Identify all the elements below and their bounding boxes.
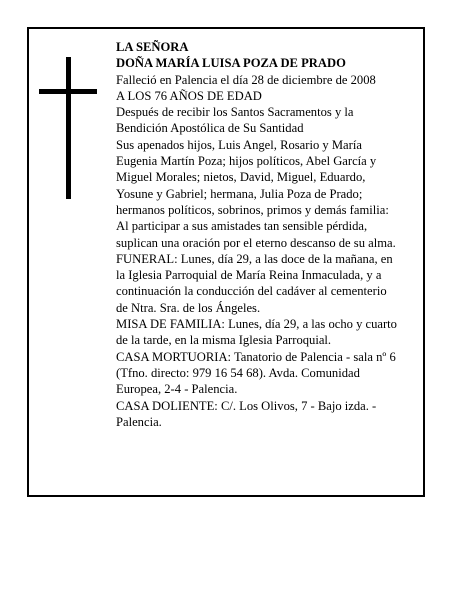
sacraments-line: Bendición Apostólica de Su Santidad xyxy=(116,121,304,136)
sacraments-line: Después de recibir los Santos Sacramentos y la xyxy=(116,105,354,120)
cross-horizontal-bar xyxy=(39,89,97,94)
family-line: Sus apenados hijos, Luis Angel, Rosario y María xyxy=(116,137,362,152)
family-mass-line: MISA DE FAMILIA: Lunes, día 29, a las ocho y cuarto xyxy=(116,317,397,332)
cross-icon xyxy=(39,57,97,199)
prayer-line: Al participar a sus amistades tan sensible pérdida, xyxy=(116,219,368,234)
prayer-line: suplican una oración por el eterno descanso de su alma. xyxy=(116,235,396,250)
funeral-home-line: Europea, 2-4 - Palencia. xyxy=(116,382,238,397)
funeral-line: la Iglesia Parroquial de María Reina Inmaculada, y a xyxy=(116,268,382,283)
family-line: Yosune y Gabriel; hermana, Julia Poza de Prado; xyxy=(116,186,363,201)
funeral-home-line: CASA MORTUORIA: Tanatorio de Palencia - sala nº 6 xyxy=(116,349,396,364)
notice-title: LA SEÑORA xyxy=(116,40,189,54)
deceased-name: DOÑA MARÍA LUISA POZA DE PRADO xyxy=(116,56,346,71)
family-line: Miguel Morales; nietos, David, Miguel, Eduardo, xyxy=(116,170,366,185)
family-line: hermanos políticos, sobrinos, primos y demás familia: xyxy=(116,202,389,217)
funeral-home-line: (Tfno. directo: 979 16 54 68). Avda. Comunidad xyxy=(116,365,360,380)
family-mass-line: de la tarde, en la misma Iglesia Parroquial. xyxy=(116,333,332,348)
funeral-line: de Ntra. Sra. de los Ángeles. xyxy=(116,300,261,315)
family-home-line: Palencia. xyxy=(116,414,162,429)
funeral-line: FUNERAL: Lunes, día 29, a las doce de la mañana, en xyxy=(116,251,393,266)
cross-vertical-bar xyxy=(66,57,71,199)
age-line: A LOS 76 AÑOS DE EDAD xyxy=(116,88,262,103)
death-date-line: Falleció en Palencia el día 28 de diciembre de 2008 xyxy=(116,72,376,87)
family-line: Eugenia Martín Poza; hijos políticos, Abel García y xyxy=(116,154,377,169)
family-home-line: CASA DOLIENTE: C/. Los Olivos, 7 - Bajo izda. - xyxy=(116,398,377,413)
obituary-notice xyxy=(27,27,425,497)
funeral-line: continuación la conducción del cadáver al cementerio xyxy=(116,284,387,299)
obituary-text xyxy=(116,39,422,430)
